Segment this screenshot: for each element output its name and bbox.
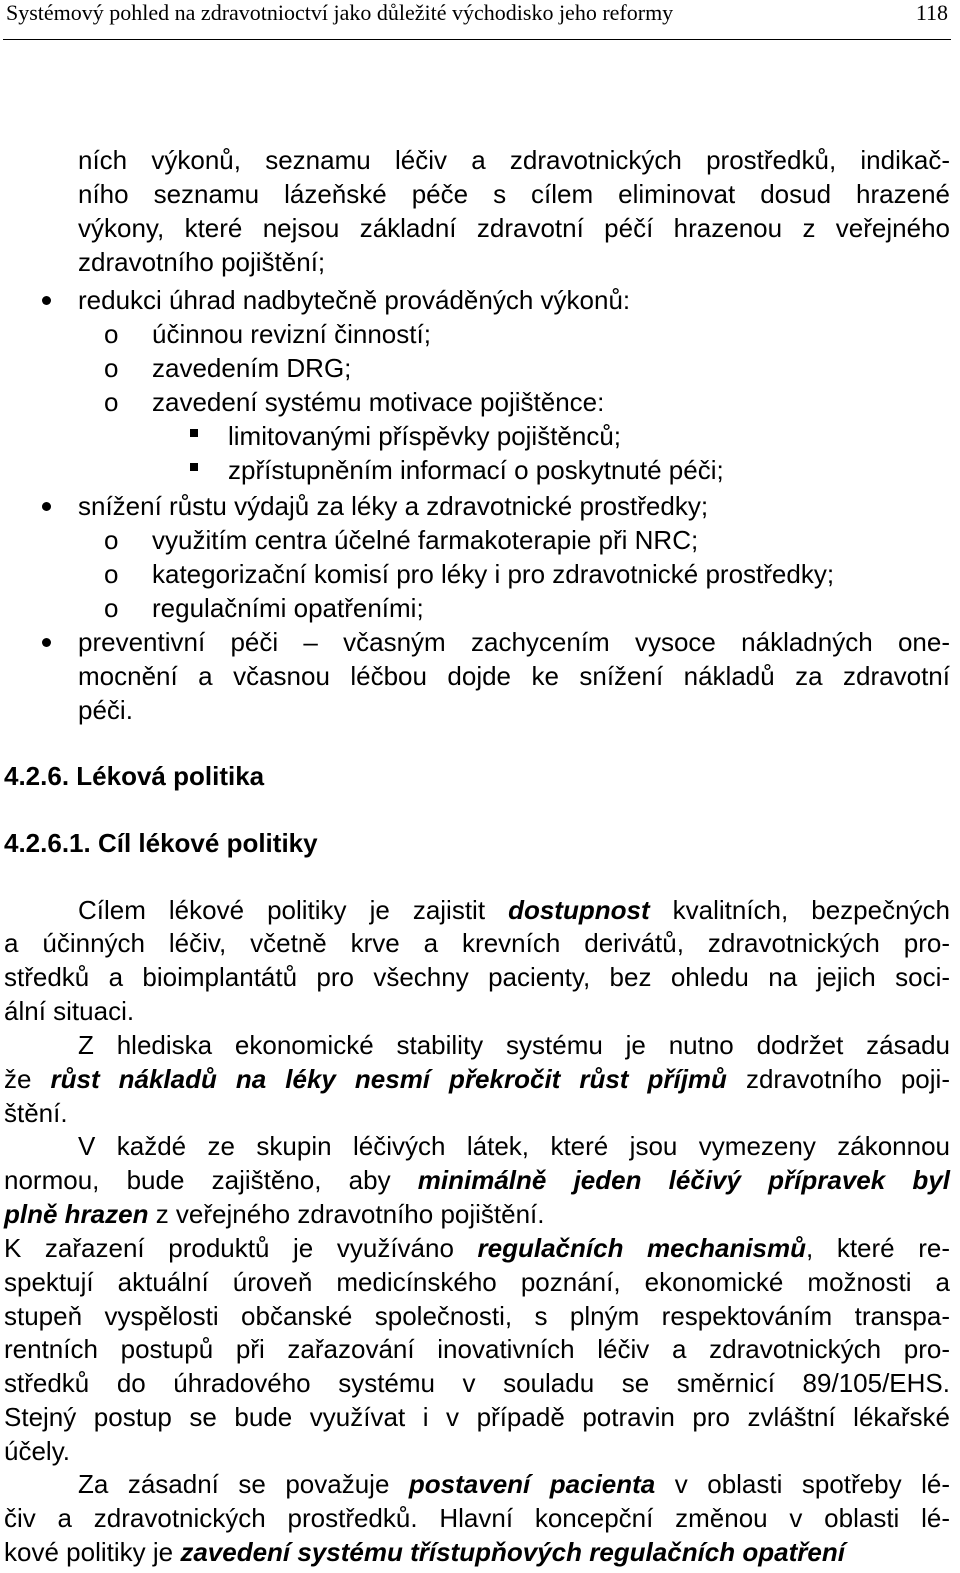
page-number: 118	[915, 0, 948, 25]
sub-item: zavedením DRG;	[152, 353, 352, 383]
subsection-heading: 4.2.6.1. Cíl lékové politiky	[4, 828, 318, 858]
paragraph-line: spektují aktuální úroveň medicínského poznání, ekonomické možnosti a	[4, 1267, 950, 1297]
sub-item: účinnou revizní činností;	[152, 319, 431, 349]
sub-item: zavedení systému motivace pojištěnce:	[152, 387, 605, 417]
paragraph-line: účely.	[4, 1436, 70, 1466]
bullet-dot	[42, 502, 51, 511]
sub-sub-item: limitovanými příspěvky pojištěnců;	[228, 421, 622, 451]
sub-item: kategorizační komisí pro léky i pro zdravotnické prostředky;	[152, 559, 835, 589]
paragraph-line: Stejný postup se bude využívat i v případě potravin pro zvláštní lékařské	[4, 1402, 950, 1432]
header-title: Systémový pohled na zdravotnioctví jako důležité východisko jeho reformy	[6, 0, 674, 25]
paragraph-line: a účinných léčiv, včetně krve a krevních derivátů, zdravotnických pro-	[4, 928, 950, 958]
paragraph-line: normou, bude zajištěno, aby minimálně jeden léčivý přípravek byl	[4, 1165, 950, 1195]
paragraph-line: V každé ze skupin léčivých látek, které jsou vymezeny zákonnou	[78, 1131, 950, 1161]
header-divider	[3, 39, 951, 40]
list-continuation-line: ních výkonů, seznamu léčiv a zdravotnických prostředků, indikač-	[78, 145, 950, 175]
paragraph-line: štění.	[4, 1098, 68, 1128]
bullet-item: redukci úhrad nadbytečně prováděných výkonů:	[78, 285, 631, 315]
sub-bullet-marker: o	[104, 559, 119, 589]
emphasis: růst nákladů na léky nesmí překročit růst příjmů	[50, 1064, 727, 1094]
emphasis: dostupnost	[508, 895, 650, 925]
emphasis: plně hrazen	[4, 1199, 149, 1229]
square-bullet	[190, 429, 198, 437]
emphasis: minimálně jeden léčivý přípravek byl	[417, 1165, 950, 1195]
paragraph-line: Z hlediska ekonomické stability systému je nutno dodržet zásadu	[78, 1030, 950, 1060]
sub-bullet-marker: o	[104, 353, 119, 383]
paragraph-line: ální situaci.	[4, 996, 135, 1026]
paragraph-line: plně hrazen z veřejného zdravotního pojištění.	[4, 1199, 545, 1229]
emphasis: zavedení systému třístupňových regulačních opatření	[180, 1537, 845, 1567]
list-continuation-line: ního seznamu lázeňské péče s cílem eliminovat dosud hrazené	[78, 179, 950, 209]
list-continuation-line: zdravotního pojištění;	[78, 247, 326, 277]
bullet-dot	[42, 296, 51, 305]
sub-bullet-marker: o	[104, 593, 119, 623]
bullet-item-line: péči.	[78, 695, 133, 725]
bullet-item: snížení růstu výdajů za léky a zdravotnické prostředky;	[78, 491, 709, 521]
emphasis: regulačních mechanismů	[477, 1233, 807, 1263]
bullet-item-line: mocnění a včasnou léčbou dojde ke snížení nákladů za zdravotní	[78, 661, 950, 691]
paragraph-line: Za zásadní se považuje postavení pacienta v oblasti spotřeby lé-	[78, 1469, 950, 1499]
paragraph-line: kové politiky je zavedení systému třístupňových regulačních opatření	[4, 1537, 845, 1567]
paragraph-line: Cílem lékové politiky je zajistit dostupnost kvalitních, bezpečných	[78, 895, 951, 925]
section-heading: 4.2.6. Léková politika	[4, 761, 265, 791]
bullet-item: preventivní péči – včasným zachycením vysoce nákladných one-	[78, 627, 950, 657]
paragraph-line: K zařazení produktů je využíváno regulačních mechanismů, které re-	[4, 1233, 951, 1263]
sub-sub-item: zpřístupněním informací o poskytnuté péči;	[228, 455, 724, 485]
paragraph-line: středků a bioimplantátů pro všechny pacienty, bez ohledu na jejich soci-	[4, 962, 950, 992]
paragraph-line: že růst nákladů na léky nesmí překročit růst příjmů zdravotního poji-	[4, 1064, 950, 1094]
sub-item: využitím centra účelné farmakoterapie při NRC;	[152, 525, 699, 555]
paragraph-line: rentních postupů při zařazování inovativních léčiv a zdravotnických pro-	[4, 1334, 950, 1364]
paragraph-line: stupeň vyspělosti občanské společnosti, s plným respektováním transpa-	[4, 1301, 950, 1331]
sub-bullet-marker: o	[104, 387, 119, 417]
paragraph-line: čiv a zdravotnických prostředků. Hlavní koncepční změnou v oblasti lé-	[4, 1503, 950, 1533]
sub-bullet-marker: o	[104, 525, 119, 555]
sub-bullet-marker: o	[104, 319, 119, 349]
emphasis: postavení pacienta	[408, 1469, 656, 1499]
square-bullet	[190, 463, 198, 471]
list-continuation-line: výkony, které nejsou základní zdravotní péčí hrazenou z veřejného	[78, 213, 950, 243]
sub-item: regulačními opatřeními;	[152, 593, 424, 623]
paragraph-line: středků do úhradového systému v souladu se směrnicí 89/105/EHS.	[4, 1368, 950, 1398]
bullet-dot	[42, 638, 51, 647]
